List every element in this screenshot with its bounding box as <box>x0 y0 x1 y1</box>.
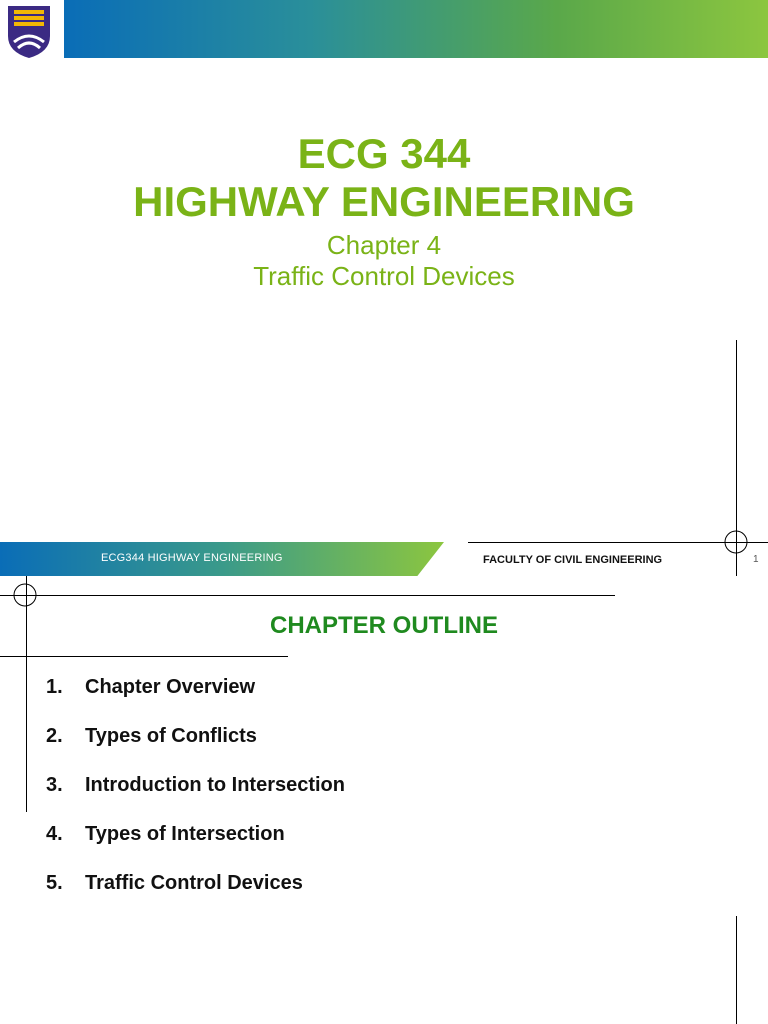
course-code: ECG 344 <box>297 130 471 177</box>
list-item: 3. Introduction to Intersection <box>46 774 345 796</box>
page-number: 1 <box>753 554 759 565</box>
horizontal-rule <box>0 656 288 657</box>
list-item: 2. Types of Conflicts <box>46 725 257 747</box>
list-item: 4. Types of Intersection <box>46 823 285 845</box>
horizontal-rule <box>0 595 615 596</box>
slide-2 <box>0 576 768 1024</box>
list-item: 5. Traffic Control Devices <box>46 872 303 894</box>
footer-faculty-label: FACULTY OF CIVIL ENGINEERING <box>483 554 663 566</box>
title-block <box>0 130 768 292</box>
list-item: 1. Chapter Overview <box>46 676 256 698</box>
footer-course-label: ECG344 HIGHWAY ENGINEERING <box>101 552 283 564</box>
header-gradient-band <box>64 0 768 58</box>
crosshair-icon <box>11 581 39 609</box>
chapter-subtitle: Traffic Control Devices <box>253 261 515 291</box>
vertical-rule <box>736 916 737 1024</box>
outline-list <box>46 676 345 921</box>
outline-title: CHAPTER OUTLINE <box>270 612 498 639</box>
chapter-label: Chapter 4 <box>326 230 442 260</box>
course-name: HIGHWAY ENGINEERING <box>133 178 635 225</box>
crosshair-icon <box>722 528 750 556</box>
university-crest-icon <box>4 2 54 60</box>
